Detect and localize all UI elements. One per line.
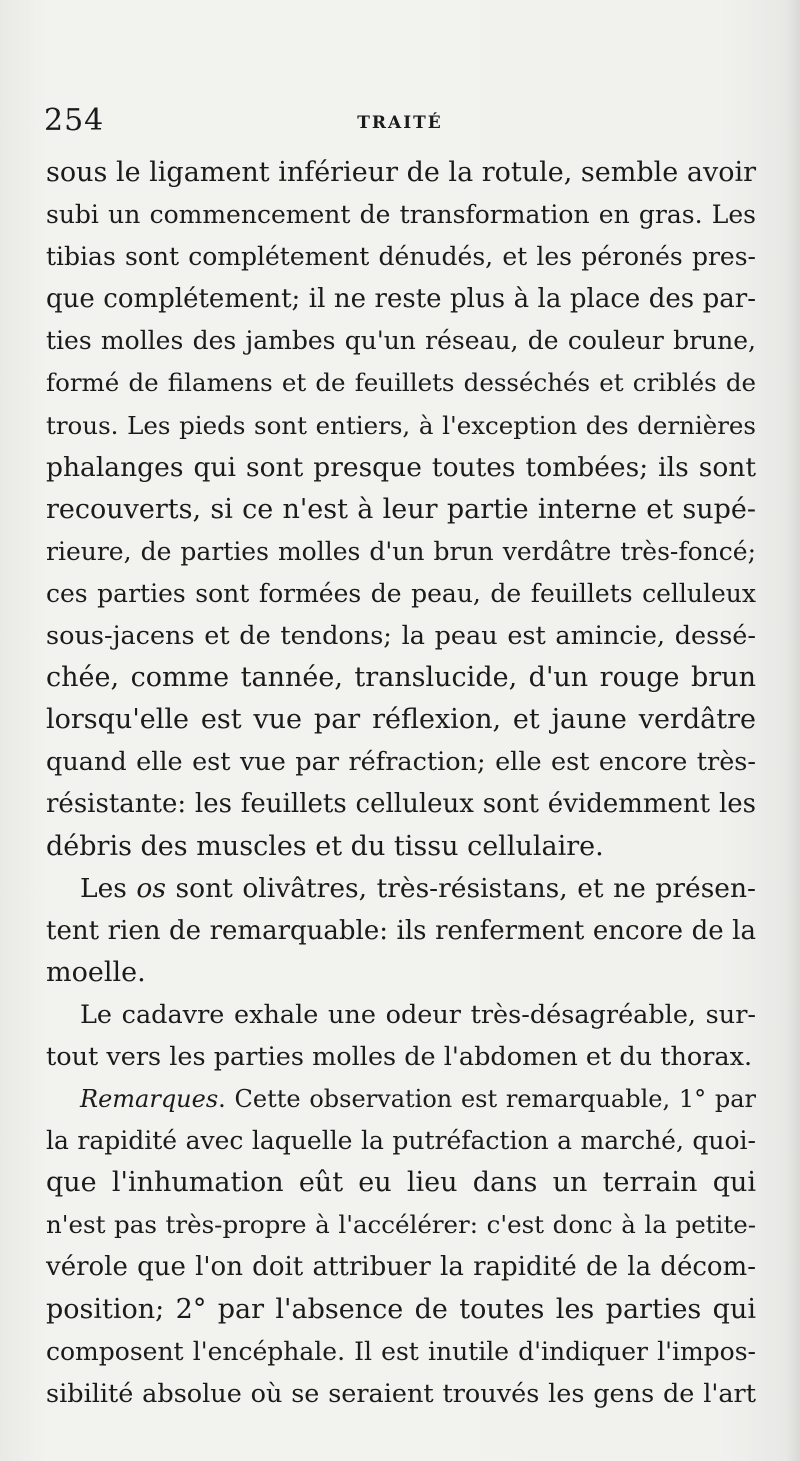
text-line: Remarques. Cette observation est remarquable, 1° par xyxy=(80,1085,756,1114)
text-line: résistante: les feuillets celluleux sont évidemment les xyxy=(46,789,756,820)
text-line: trous. Les pieds sont entiers, à l'exception des dernières xyxy=(46,410,756,440)
text-line: que l'inhumation eût eu lieu dans un terrain qui xyxy=(46,1167,756,1199)
text-line: débris des muscles et du tissu cellulaire. xyxy=(46,830,604,862)
text-line: moelle. xyxy=(46,956,146,988)
text-line: tout vers les parties molles de l'abdomen et du thorax. xyxy=(46,1041,753,1072)
text-line: Les os sont olivâtres, très-résistans, et ne présen- xyxy=(80,872,756,904)
text-line: lorsqu'elle est vue par réflexion, et jaune verdâtre xyxy=(46,704,756,736)
text-line: que complétement; il ne reste plus à la place des par- xyxy=(46,284,756,315)
text-line: position; 2° par l'absence de toutes les parties qui xyxy=(46,1293,756,1325)
text-line: subi un commencement de transformation en gras. Les xyxy=(46,200,756,230)
text-line: tent rien de remarquable: ils renferment encore de la xyxy=(46,915,756,946)
text-line: tibias sont complétement dénudés, et les péronés pres- xyxy=(46,242,756,272)
text-line: Le cadavre exhale une odeur très-désagréable, sur- xyxy=(80,999,756,1030)
text-line: sous le ligament inférieur de la rotule, semble avoir xyxy=(46,157,756,188)
text-line: ties molles des jambes qu'un réseau, de couleur brune, xyxy=(46,326,756,356)
body-text xyxy=(46,152,756,1415)
text-line: formé de filamens et de feuillets desséchés et criblés de xyxy=(46,368,756,398)
text-line: quand elle est vue par réfraction; elle est encore très- xyxy=(46,747,756,778)
text-line: chée, comme tannée, translucide, d'un rouge brun xyxy=(46,662,756,694)
text-line: vérole que l'on doit attribuer la rapidité de la décom- xyxy=(46,1252,756,1283)
text-line: sous-jacens et de tendons; la peau est amincie, dessé- xyxy=(46,621,756,652)
text-line: sibilité absolue où se seraient trouvés les gens de l'art xyxy=(46,1378,756,1409)
page-edge-shadow xyxy=(786,0,800,1461)
text-line: la rapidité avec laquelle la putréfaction a marché, quoi- xyxy=(46,1126,756,1156)
text-line: composent l'encéphale. Il est inutile d'indiquer l'impos- xyxy=(46,1336,756,1366)
text-line: ces parties sont formées de peau, de feuillets celluleux xyxy=(46,578,756,608)
running-head: TRAITÉ xyxy=(357,113,443,133)
text-line: rieure, de parties molles d'un brun verdâtre très-foncé; xyxy=(46,536,756,566)
page-number: 254 xyxy=(44,103,105,138)
text-line: n'est pas très-propre à l'accélérer: c'est donc à la petite- xyxy=(46,1210,756,1240)
text-line: phalanges qui sont presque toutes tombées; ils sont xyxy=(46,451,756,483)
italic-word: os xyxy=(136,872,166,904)
text-line: recouverts, si ce n'est à leur partie interne et supé- xyxy=(46,493,756,525)
italic-word: Remarques xyxy=(80,1085,219,1114)
page-header xyxy=(44,103,756,143)
